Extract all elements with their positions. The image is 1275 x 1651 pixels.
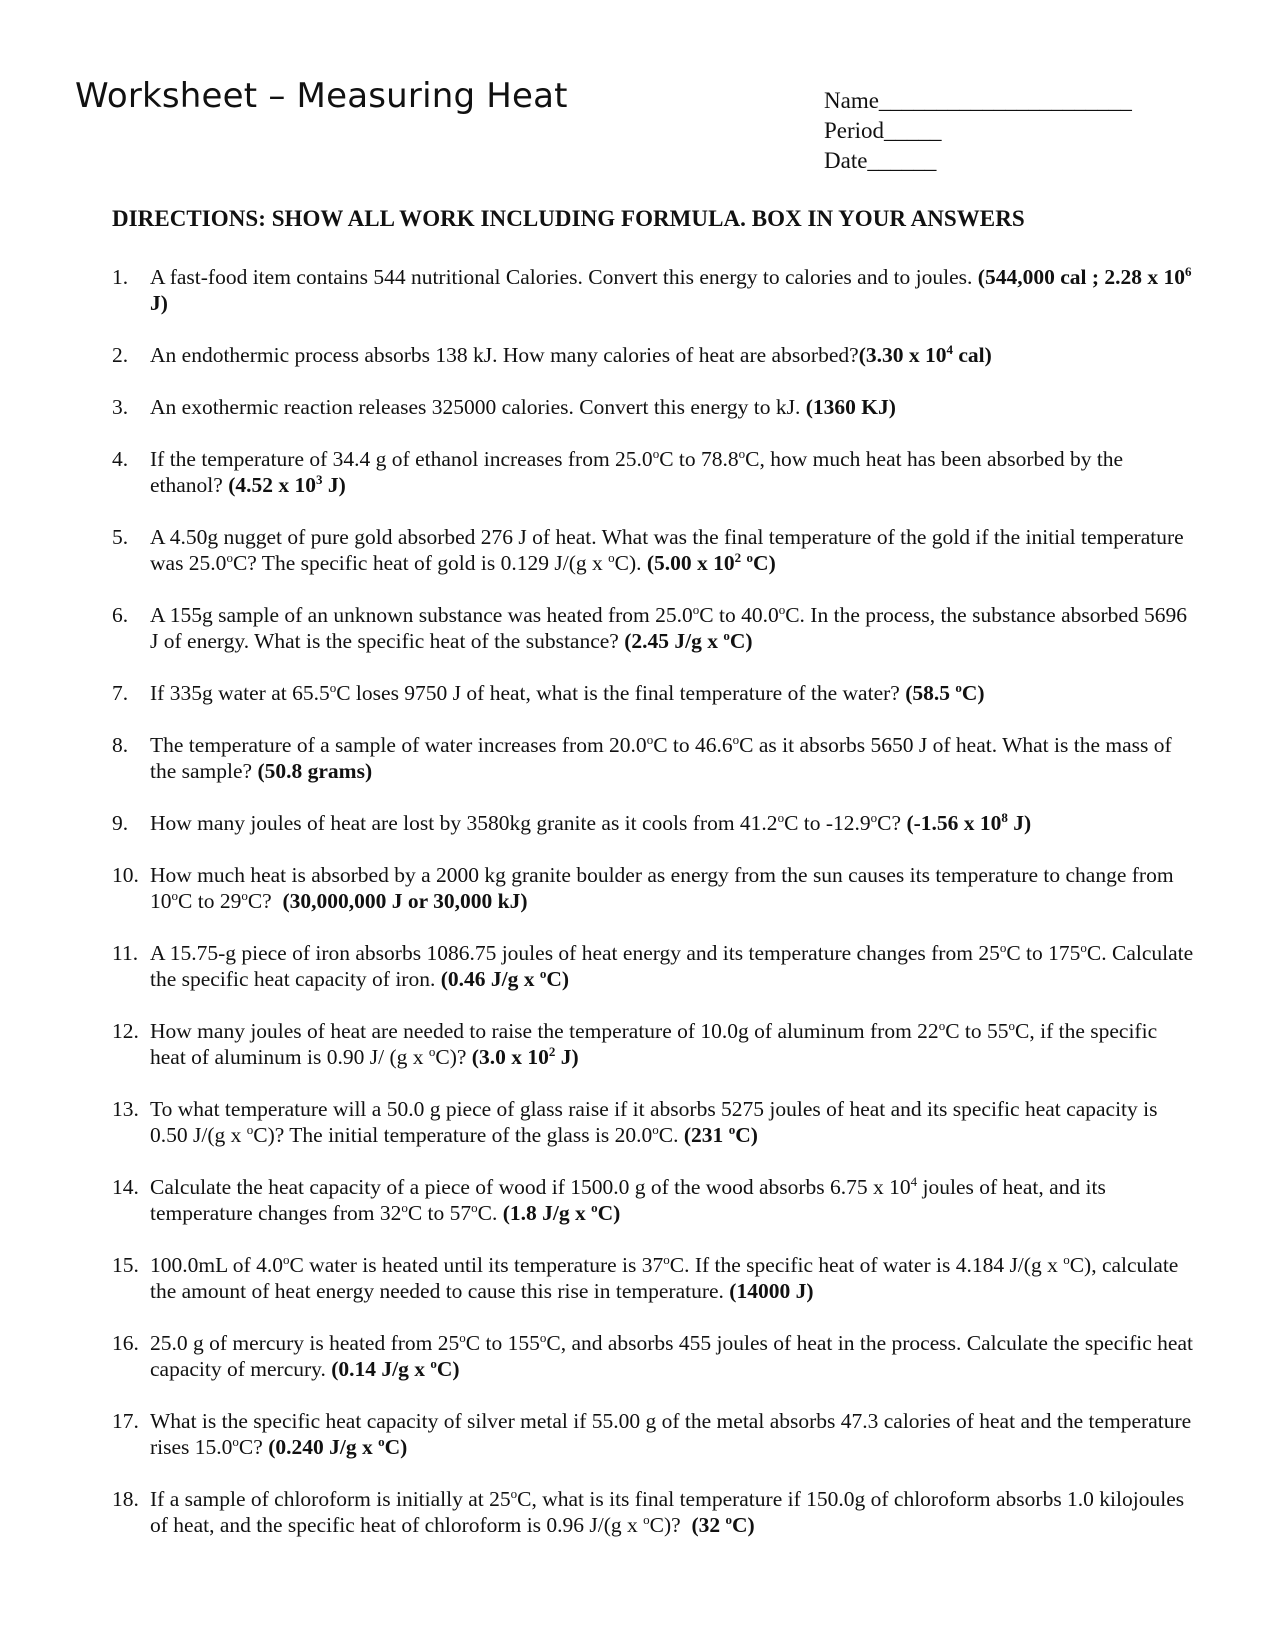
question-item	[112, 940, 1197, 992]
question-item	[112, 1096, 1197, 1148]
question-item	[112, 1330, 1197, 1382]
question-text: A 15.75-g piece of iron absorbs 1086.75 joules of heat energy and its temperature changes from 25$^o$C to 175$^o$C. Calculate the specific heat capacity of iron. (0.46 J/g x $^o$C)	[150, 939, 1194, 991]
question-text: How many joules of heat are lost by 3580kg granite as it cools from 41.2$^o$C to -12.9$^o$C? (-1.56 x $10^8$ J)	[150, 809, 1032, 835]
question-item	[112, 264, 1197, 316]
question-text: If the temperature of 34.4 g of ethanol increases from 25.0$^o$C to 78.8$^o$C, how much heat has been absorbed by the ethanol? (4.52 x $10^3$ J)	[150, 445, 1124, 497]
question-item	[112, 1408, 1197, 1460]
question-number: 13.	[112, 1097, 139, 1121]
question-item	[112, 1486, 1197, 1538]
question-text: How much heat is absorbed by a 2000 kg granite boulder as energy from the sun causes its temperature to change from 10$^o$C to 29$^o$C? (30,000,000 J or 30,000 kJ)	[150, 863, 1174, 913]
question-number: 3.	[112, 395, 129, 419]
question-number: 7.	[112, 681, 129, 705]
question-number: 18.	[112, 1487, 139, 1511]
question-number: 15.	[112, 1253, 139, 1277]
question-text: 25.0 g of mercury is heated from 25$^o$C to 155$^o$C, and absorbs 455 joules of heat in the process. Calculate the specific heat capacity of mercury. (0.14 J/g x $^o$C)	[150, 1329, 1193, 1381]
question-item	[112, 394, 1197, 420]
question-text: If 335g water at 65.5$^o$C loses 9750 J of heat, what is the final temperature of the water? (58.5 $^o$C)	[150, 679, 985, 705]
question-number: 14.	[112, 1175, 139, 1199]
question-number: 11.	[112, 941, 139, 965]
page-title: Worksheet – Measuring Heat	[75, 76, 568, 116]
question-text: If a sample of chloroform is initially at 25$^o$C, what is its final temperature if 150.0g of chloroform absorbs 1.0 kilojoules of heat, and the specific heat of chloroform is 0.96 J/(g x $^o$C)? (32 $^o$C)	[150, 1485, 1185, 1537]
student-info-fields	[824, 86, 1132, 176]
question-text: A 155g sample of an unknown substance was heated from 25.0$^o$C to 40.0$^o$C. In the process, the substance absorbed 5696 J of energy. What is the specific heat of the substance? (2.45 J/g x $^o$C)	[150, 601, 1188, 653]
question-text: Calculate the heat capacity of a piece of wood if 1500.0 g of the wood absorbs 6.75 x $10^4$ joules of heat, and its temperature changes from 32$^o$C to 57$^o$C. (1.8 J/g x $^o$C)	[150, 1173, 1106, 1225]
question-text: A fast-food item contains 544 nutritional Calories. Convert this energy to calories and to joules. (544,000 cal ; 2.28 x $10^6$ J)	[150, 263, 1192, 315]
question-number: 2.	[112, 343, 129, 367]
question-number: 16.	[112, 1331, 139, 1355]
question-list	[112, 264, 1197, 1564]
question-item	[112, 342, 1197, 368]
question-number: 1.	[112, 265, 129, 289]
question-item	[112, 524, 1197, 576]
question-item	[112, 602, 1197, 654]
directions-text: DIRECTIONS: SHOW ALL WORK INCLUDING FORMULA. BOX IN YOUR ANSWERS	[112, 206, 1025, 231]
question-item	[112, 732, 1197, 784]
question-number: 6.	[112, 603, 129, 627]
question-text: How many joules of heat are needed to raise the temperature of 10.0g of aluminum from 22$^o$C to 55$^o$C, if the specific heat of aluminum is 0.90 J/ (g x $^o$C)? (3.0 x $10^2$ J)	[150, 1017, 1158, 1069]
question-number: 17.	[112, 1409, 139, 1433]
question-text: An exothermic reaction releases 325000 calories. Convert this energy to kJ. (1360 KJ)	[150, 395, 896, 419]
question-item	[112, 1018, 1197, 1070]
question-text: A 4.50g nugget of pure gold absorbed 276 J of heat. What was the final temperature of the gold if the initial temperature was 25.0$^o$C? The specific heat of gold is 0.129 J/(g x $^o$C). (5.00 x $10^2$ $^o$C)	[150, 525, 1184, 575]
question-number: 12.	[112, 1019, 139, 1043]
question-item	[112, 862, 1197, 914]
question-text: What is the specific heat capacity of silver metal if 55.00 g of the metal absorbs 47.3 calories of heat and the temperature rises 15.0$^o$C? (0.240 J/g x $^o$C)	[150, 1409, 1192, 1459]
question-number: 4.	[112, 447, 129, 471]
question-item	[112, 680, 1197, 706]
date-field: Date______	[824, 148, 937, 173]
question-item	[112, 1252, 1197, 1304]
question-item	[112, 446, 1197, 498]
name-field: Name______________________	[824, 88, 1132, 113]
question-item	[112, 810, 1197, 836]
question-number: 5.	[112, 525, 129, 549]
question-number: 8.	[112, 733, 129, 757]
question-text: An endothermic process absorbs 138 kJ. How many calories of heat are absorbed?(3.30 x $10^4$ cal)	[150, 341, 992, 367]
question-text: The temperature of a sample of water increases from 20.0$^o$C to 46.6$^o$C as it absorbs 5650 J of heat. What is the mass of the sample? (50.8 grams)	[150, 731, 1172, 783]
period-field: Period_____	[824, 118, 942, 143]
question-text: To what temperature will a 50.0 g piece of glass raise if it absorbs 5275 joules of heat and its specific heat capacity is 0.50 J/(g x $^o$C)? The initial temperature of the glass is 20.0$^o$C. (231 $^o$C)	[150, 1097, 1158, 1147]
question-number: 9.	[112, 811, 129, 835]
question-text: 100.0mL of 4.0$^o$C water is heated until its temperature is 37$^o$C. If the specific heat of water is 4.184 J/(g x $^o$C), calculate the amount of heat energy needed to cause this rise in temperature. (14000 J)	[150, 1251, 1179, 1303]
question-number: 10.	[112, 863, 139, 887]
question-item	[112, 1174, 1197, 1226]
